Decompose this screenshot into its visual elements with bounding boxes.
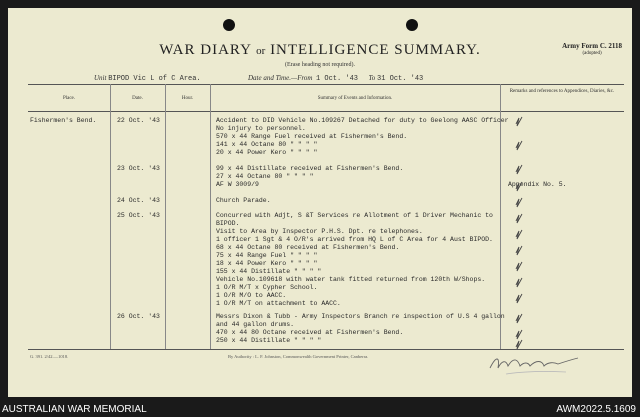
check-mark-icon <box>516 198 522 207</box>
summary-line: 250 x 44 Distillate " " " " <box>216 337 322 344</box>
check-mark-icon <box>516 314 522 323</box>
summary-line: Visit to Area by Inspector P.H.S. Dpt. re telephones. <box>216 228 423 235</box>
date-cell: 23 Oct. '43 <box>117 165 160 172</box>
check-mark-icon <box>516 214 522 223</box>
table-bottom-rule <box>28 349 624 350</box>
col-hour: Hour. <box>181 96 194 101</box>
page-subtitle: (Erase heading not required). <box>285 62 355 68</box>
printer-credit: By Authority : L. F. Johnston, Commonwealth Government Printer, Canberra. <box>228 354 369 359</box>
date-cell: 24 Oct. '43 <box>117 197 160 204</box>
army-form-label: Army Form C. 2118 (adopted) <box>562 42 622 56</box>
check-mark-icon <box>516 278 522 287</box>
punch-hole-right <box>406 19 418 31</box>
page-title: WAR DIARY or INTELLIGENCE SUMMARY. <box>159 42 481 58</box>
archive-caption-bar <box>0 403 640 417</box>
summary-line: No injury to personnel. <box>216 125 306 132</box>
summary-line: 1 officer 1 Sgt & 4 O/R's arrived from HQ L of C Area for 4 Aust BIPOD. <box>216 236 493 243</box>
summary-line: 470 x 44 80 Octane received at Fishermen's Bend. <box>216 329 404 336</box>
summary-line: Accident to DID Vehicle No.109267 Detached for duty to Geelong AASC Officer <box>216 117 509 124</box>
summary-line: 75 x 44 Range Fuel " " " " <box>216 252 318 259</box>
summary-line: 141 x 44 Octane 80 " " " " <box>216 141 318 148</box>
summary-line: AF W 3009/9 <box>216 181 259 188</box>
summary-line: Church Parade. <box>216 197 271 204</box>
archive-reference: AWM2022.5.1609 <box>556 404 636 415</box>
col-divider-2 <box>165 84 166 349</box>
summary-line: 570 x 44 Range Fuel received at Fishermen's Bend. <box>216 133 408 140</box>
summary-line: and 44 gallon drums. <box>216 321 295 328</box>
punch-hole-left <box>223 19 235 31</box>
col-place: Place. <box>62 96 76 101</box>
summary-line: 20 x 44 Power Kero " " " " <box>216 149 318 156</box>
appendix-reference: Appendix No. 5. <box>508 181 567 188</box>
form-code: G. 391. 2/42.—1018. <box>30 354 69 359</box>
date-cell: 22 Oct. '43 <box>117 117 160 124</box>
summary-line: 1 O/R M/T on attachment to AACC. <box>216 300 341 307</box>
signature <box>486 352 596 378</box>
col-remarks: Remarks and references to Appendices, Diaries, &c. <box>509 89 615 94</box>
summary-line: 27 x 44 Octane 80 " " " " <box>216 173 314 180</box>
unit-field: Unit BIPOD Vic L of C Area. <box>94 74 201 83</box>
check-mark-icon <box>516 141 522 150</box>
summary-line: 1 O/R M/O to AACC. <box>216 292 287 299</box>
col-summary: Summary of Events and Information. <box>317 96 393 101</box>
summary-line: BIPOD. <box>216 220 240 227</box>
check-mark-icon <box>516 182 522 191</box>
summary-line: 155 x 44 Distillate " " " " <box>216 268 322 275</box>
place-cell: Fishermen's Bend. <box>30 117 97 124</box>
table-top-rule <box>28 84 624 85</box>
date-cell: 26 Oct. '43 <box>117 313 160 320</box>
summary-line: Messrs Dixon & Tubb - Army Inspectors Branch re inspection of U.S 4 gallon <box>216 313 505 320</box>
summary-line: 68 x 44 Octane 80 received at Fishermen's Bend. <box>216 244 400 251</box>
summary-line: 1 O/R M/T x Cypher School. <box>216 284 318 291</box>
col-date: Date. <box>132 96 143 101</box>
check-mark-icon <box>516 294 522 303</box>
summary-line: 18 x 44 Power Kero " " " " <box>216 260 318 267</box>
check-mark-icon <box>516 165 522 174</box>
archive-name: AUSTRALIAN WAR MEMORIAL <box>2 404 147 415</box>
diary-page <box>8 8 632 397</box>
check-mark-icon <box>516 340 522 349</box>
summary-line: 99 x 44 Distillate received at Fishermen's Bend. <box>216 165 404 172</box>
summary-line: Concurred with Adjt, S &T Services re Allotment of 1 Driver Mechanic to <box>216 212 493 219</box>
check-mark-icon <box>516 330 522 339</box>
date-range: Date and Time.—From 1 Oct. '43 To 31 Oct. '43 <box>248 74 424 83</box>
check-mark-icon <box>516 246 522 255</box>
check-mark-icon <box>516 230 522 239</box>
check-mark-icon <box>516 262 522 271</box>
check-mark-icon <box>516 117 522 126</box>
check-marks <box>500 111 540 349</box>
col-divider-1 <box>110 84 111 349</box>
col-divider-3 <box>210 84 211 349</box>
summary-line: Vehicle No.109618 with water tank fitted returned from 120th W/Shops. <box>216 276 486 283</box>
date-cell: 25 Oct. '43 <box>117 212 160 219</box>
